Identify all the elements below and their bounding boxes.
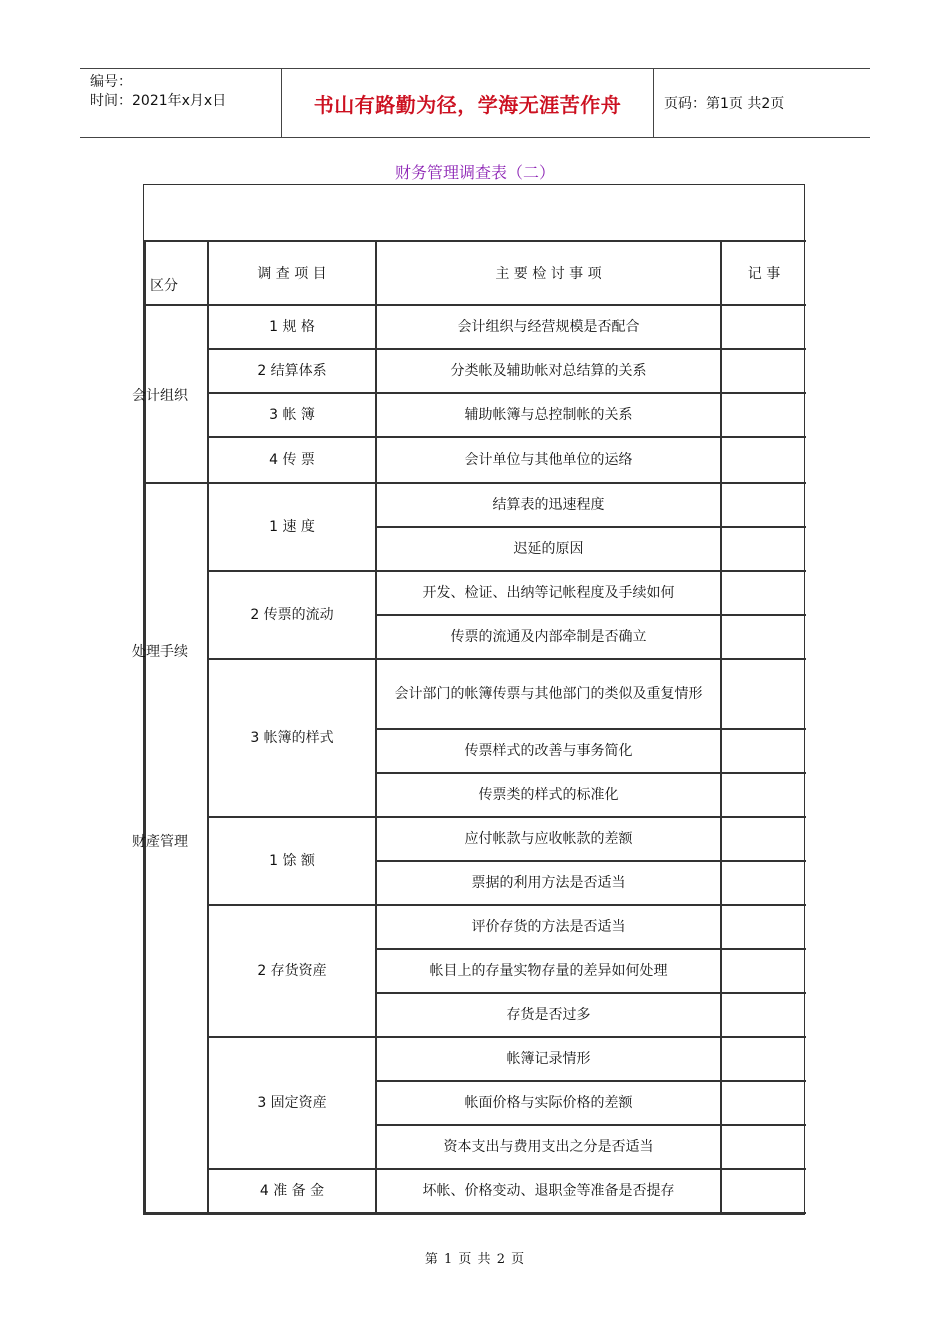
check-cell: 会计部门的帐簿传票与其他部门的类似及重复情形: [394, 686, 703, 702]
check-cell: 会计组织与经营规模是否配合: [457, 319, 640, 335]
number-label: 编号：: [90, 74, 132, 90]
survey-table: [132, 184, 805, 1215]
item-cell: 2 传票的流动: [250, 607, 334, 623]
check-cell: 帐簿记录情形: [506, 1051, 591, 1067]
check-cell: 存货是否过多: [506, 1007, 591, 1023]
check-cell: 迟延的原因: [513, 541, 584, 557]
document-header: [80, 68, 870, 138]
check-cell: 分类帐及辅助帐对总结算的关系: [450, 363, 647, 379]
category-property: 财產管理: [132, 834, 188, 850]
column-header-category: 区分: [150, 278, 178, 294]
check-cell: 辅助帐簿与总控制帐的关系: [464, 407, 633, 423]
time-label: 时间：2021年x月x日: [90, 93, 227, 109]
motto: 书山有路勤为径，学海无涯苦作舟: [282, 69, 654, 137]
check-cell: 会计单位与其他单位的运络: [464, 452, 633, 468]
item-cell: 2 存货资産: [257, 963, 327, 979]
item-cell: 4 传 票: [269, 452, 315, 468]
check-cell: 开发、检证、出纳等记帐程度及手续如何: [422, 585, 675, 601]
page-footer: 第 1 页 共 2 页: [424, 1252, 526, 1267]
item-cell: 4 准 备 金: [259, 1183, 325, 1199]
check-cell: 结算表的迅速程度: [492, 497, 605, 513]
check-cell: 票据的利用方法是否适当: [471, 875, 626, 891]
category-processing: 处理手续: [132, 644, 188, 660]
check-cell: 帐目上的存量实物存量的差异如何处理: [429, 963, 668, 979]
item-cell: 3 帐 簿: [269, 407, 315, 423]
category-accounting: 会计组织: [132, 388, 188, 404]
column-header-check: 主 要 检 讨 事 项: [495, 266, 602, 282]
check-cell: 评价存货的方法是否适当: [471, 919, 626, 935]
check-cell: 坏帐、价格变动、退职金等准备是否提存: [422, 1183, 675, 1199]
item-cell: 1 规 格: [269, 319, 315, 335]
header-meta: [80, 69, 282, 137]
page-info: 页码：第1页 共2页: [664, 96, 785, 112]
check-cell: 传票的流通及内部牵制是否确立: [450, 629, 647, 645]
item-cell: 1 馀 额: [269, 853, 315, 869]
column-header-item: 调 查 项 目: [257, 266, 327, 282]
column-header-note: 记 事: [747, 266, 781, 282]
check-cell: 传票样式的改善与事务简化: [464, 743, 633, 759]
item-cell: 1 速 度: [269, 519, 315, 535]
check-cell: 传票类的样式的标准化: [478, 787, 619, 803]
item-cell: 2 结算体系: [257, 363, 327, 379]
check-cell: 帐面价格与实际价格的差额: [464, 1095, 633, 1111]
item-cell: 3 帐簿的样式: [250, 730, 334, 746]
page-title: 财务管理调查表（二）: [394, 163, 555, 182]
check-cell: 资本支出与费用支出之分是否适当: [443, 1139, 654, 1155]
check-cell: 应付帐款与应收帐款的差额: [464, 831, 633, 847]
item-cell: 3 固定资産: [257, 1095, 327, 1111]
